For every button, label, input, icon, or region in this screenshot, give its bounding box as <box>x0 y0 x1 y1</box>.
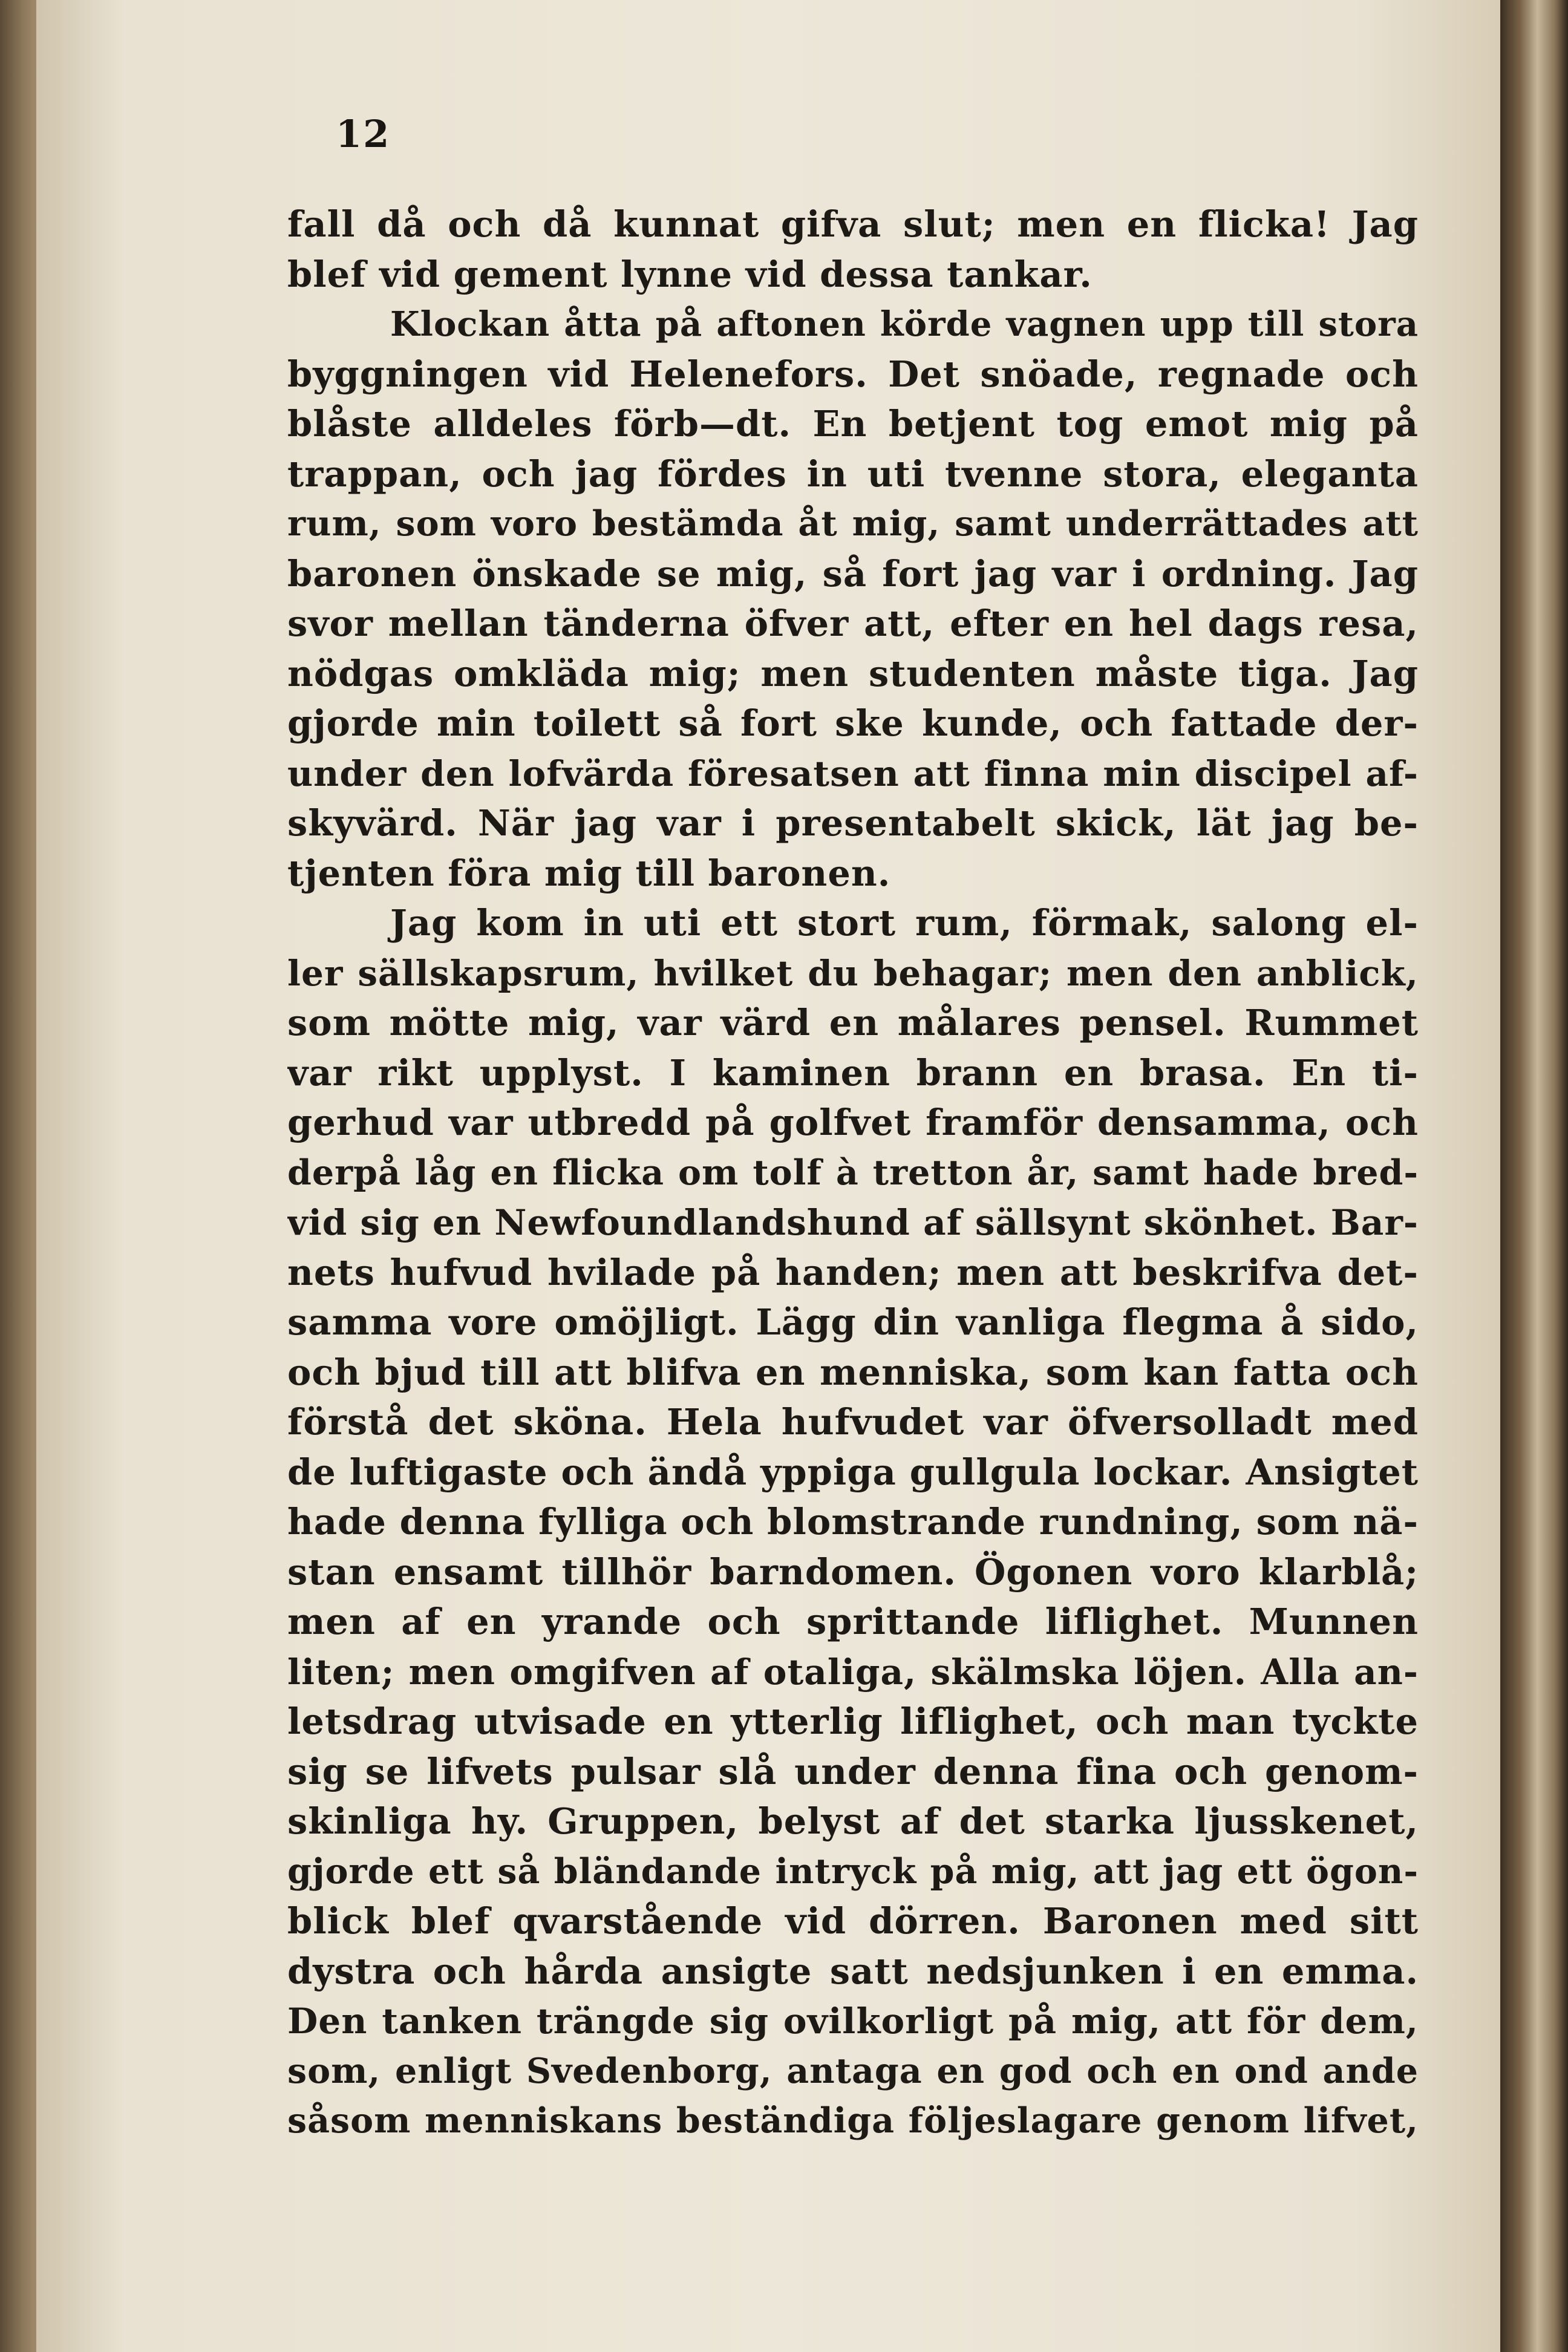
text-line: tjenten föra mig till baronen. <box>287 852 891 894</box>
text-line: förstå det sköna. Hela hufvudet var öfversolladt med <box>287 1401 1419 1443</box>
text-line: skinliga hy. Gruppen, belyst af det starka ljusskenet, <box>287 1800 1419 1842</box>
text-line: såsom menniskans beständiga följeslagare genom lifvet, <box>287 2100 1419 2141</box>
text-line: rum, som voro bestämda åt mig, samt underrättades att <box>287 503 1419 544</box>
text-line: Den tanken trängde sig ovilkorligt på mig, att för dem, <box>287 2001 1419 2042</box>
text-line: under den lofvärda föresatsen att finna min discipel af- <box>287 753 1419 794</box>
text-line: hade denna fylliga och blomstrande rundning, som nä- <box>287 1501 1419 1543</box>
body-text <box>287 200 1419 2146</box>
text-line: liten; men omgifven af otaliga, skälmska löjen. Alla an- <box>287 1651 1419 1693</box>
text-line: trappan, och jag fördes in uti tvenne stora, eleganta <box>287 452 1419 495</box>
text-line: blåste alldeles förb—dt. En betjent tog emot mig på <box>287 403 1419 445</box>
text-line: dystra och hårda ansigte satt nedsjunken i en emma. <box>287 1950 1419 1992</box>
text-line: som mötte mig, var värd en målares pensel. Rummet <box>287 1002 1419 1044</box>
text-line: ler sällskapsrum, hvilket du behagar; men den anblick, <box>287 952 1419 994</box>
text-line: skyvärd. När jag var i presentabelt skick, lät jag be- <box>287 802 1419 844</box>
text-line: letsdrag utvisade en ytterlig liflighet, och man tyckte <box>287 1700 1419 1742</box>
text-line: derpå låg en flicka om tolf à tretton år, samt hade bred- <box>287 1152 1419 1193</box>
text-line: gjorde min toilett så fort ske kunde, och fattade der- <box>287 702 1419 744</box>
text-line: vid sig en Newfoundlandshund af sällsynt skönhet. Bar- <box>287 1202 1419 1243</box>
text-line: nödgas omkläda mig; men studenten måste tiga. Jag <box>287 652 1419 694</box>
text-line: baronen önskade se mig, så fort jag var i ordning. Jag <box>287 552 1419 595</box>
text-line: som, enligt Svedenborg, antaga en god och en ond ande <box>287 2050 1419 2091</box>
text-line: sig se lifvets pulsar slå under denna fina och genom- <box>287 1750 1419 1792</box>
page-number: 12 <box>336 112 391 156</box>
text-line: blick blef qvarstående vid dörren. Baronen med sitt <box>287 1900 1419 1942</box>
text-line: Klockan åtta på aftonen körde vagnen upp till stora <box>390 304 1419 344</box>
text-line: byggningen vid Helenefors. Det snöade, regnade och <box>287 353 1419 395</box>
text-line: gerhud var utbredd på golfvet framför densamma, och <box>287 1102 1419 1143</box>
text-line: Jag kom in uti ett stort rum, förmak, salong el- <box>390 902 1419 944</box>
text-line: var rikt upplyst. I kaminen brann en brasa. En ti- <box>287 1051 1419 1094</box>
text-line: fall då och då kunnat gifva slut; men en flicka! Jag <box>287 203 1419 245</box>
text-line: nets hufvud hvilade på handen; men att beskrifva det- <box>287 1251 1419 1293</box>
text-line: och bjud till att blifva en menniska, som kan fatta och <box>287 1351 1419 1393</box>
book-page-edge-right <box>1500 0 1568 2352</box>
text-line: men af en yrande och sprittande liflighet. Munnen <box>287 1601 1419 1642</box>
text-line: de luftigaste och ändå yppiga gullgula lockar. Ansigtet <box>287 1451 1419 1493</box>
text-line: stan ensamt tillhör barndomen. Ögonen voro klarblå; <box>287 1550 1419 1593</box>
text-line: gjorde ett så bländande intryck på mig, att jag ett ögon- <box>287 1851 1419 1892</box>
text-line: samma vore omöjligt. Lägg din vanliga flegma å sido, <box>287 1301 1419 1343</box>
text-line: svor mellan tänderna öfver att, efter en hel dags resa, <box>287 603 1419 644</box>
text-line: blef vid gement lynne vid dessa tankar. <box>287 253 1093 295</box>
